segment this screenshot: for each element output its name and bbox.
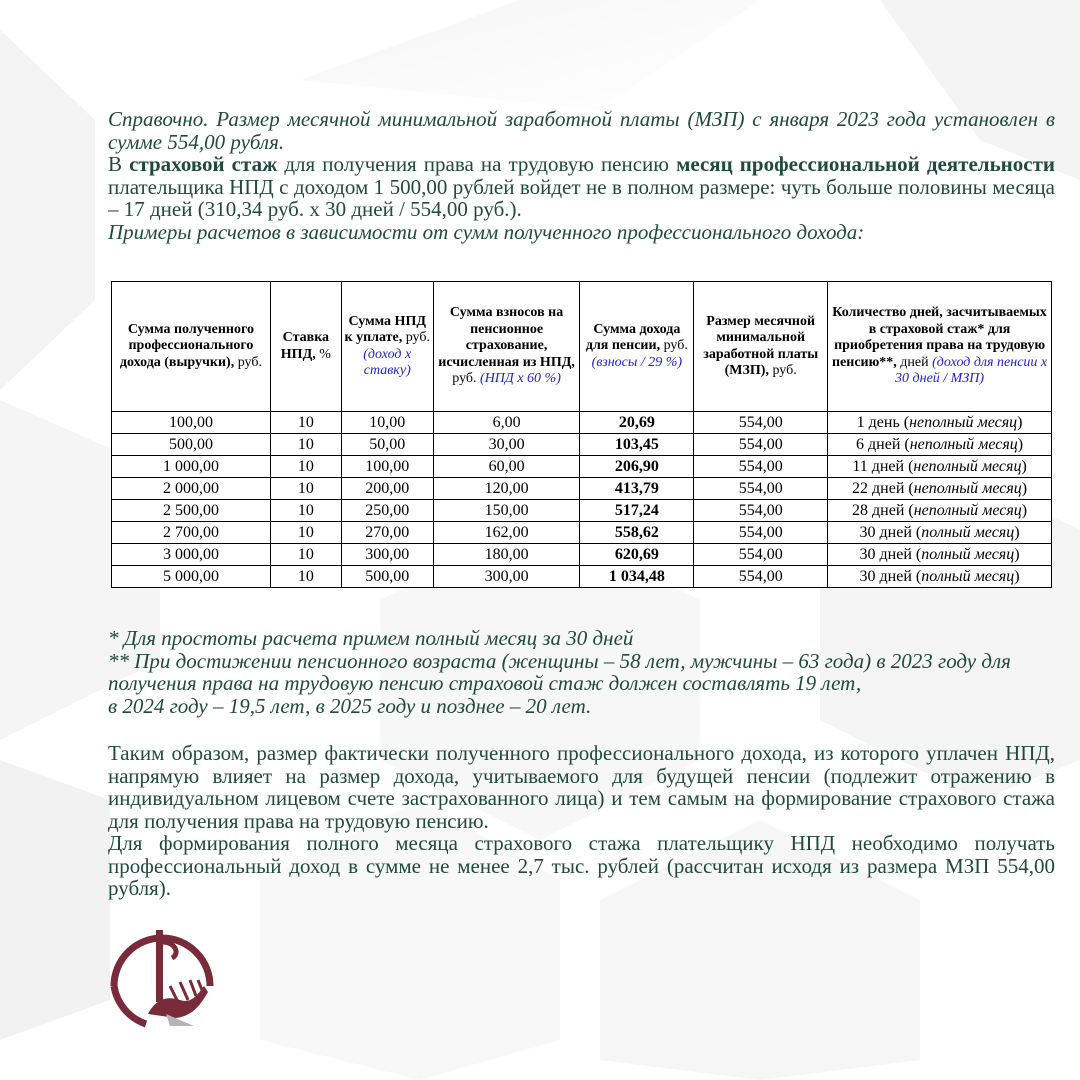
table-cell: 554,00 [694,434,828,456]
table-header-cell [580,282,694,412]
header-formula-label: (НПД х 60 %) [480,371,561,387]
header-bold-label: Сумма взносов на пенсионное страхование, исчисленная из НПД, [438,305,575,370]
header-unit-label: руб. [452,371,481,387]
table-cell-days: 6 дней (неполный месяц) [828,434,1052,456]
intro-text-part: плательщика НПД с доходом 1 500,00 рублей войдет не в полном размере: чуть больше половины месяца – 17 дней (310,34 руб. х 30 дней / 554,00 руб.). [108,174,1055,221]
days-count: 22 дней [852,480,905,497]
table-cell-days: 30 дней (полный месяц) [828,544,1052,566]
header-unit-label: руб. [660,338,688,354]
footnote-full-month: * Для простоты расчета примем полный месяц за 30 дней [108,626,634,650]
pension-fund-emblem-icon [106,928,218,1028]
summary-paragraph-1: Таким образом, размер фактически полученного профессионального дохода, из которого уплачен НПД, напрямую влияет на размер дохода, учитываемого для будущей пенсии (подлежит отражению в индивидуальном лицевом счете застрахованного лица) и тем самым на формирование страхового стажа для получения права на трудовую пенсию. [108,741,1055,833]
header-formula-label: (взносы / 29 %) [591,354,683,370]
table-cell: 270,00 [341,522,433,544]
table-cell: 3 000,00 [112,544,271,566]
footnote-retirement-age: ** При достижении пенсионного возраста (женщины – 58 лет, мужчины – 63 года) в 2023 году для получения права на трудовую пенсию страховой стаж должен составлять 19 лет, [108,648,1011,695]
table-cell: 554,00 [694,412,828,434]
table-cell: 554,00 [694,478,828,500]
table-cell: 554,00 [694,522,828,544]
table-cell-days: 11 дней (неполный месяц) [828,456,1052,478]
header-unit-label: руб. [402,330,430,345]
table-cell: 558,62 [580,522,694,544]
table-cell: 60,00 [433,456,580,478]
summary-section [108,742,1055,900]
table-row [112,566,1052,588]
table-cell: 2 500,00 [112,500,271,522]
table-row [112,478,1052,500]
month-status: неполный месяц [913,502,1022,519]
table-cell: 5 000,00 [112,566,271,588]
month-status: полный месяц [921,546,1015,563]
table-cell: 554,00 [694,566,828,588]
intro-examples-heading: Примеры расчетов в зависимости от сумм полученного профессионального дохода: [108,219,865,244]
table-cell: 162,00 [433,522,580,544]
intro-bold-insurance-term: страховой стаж [129,152,278,176]
table-cell: 10 [270,412,341,434]
table-cell: 300,00 [341,544,433,566]
table-cell: 500,00 [341,566,433,588]
days-count: 30 дней [859,546,912,563]
table-cell: 10 [270,544,341,566]
table-header-cell [112,282,271,412]
table-header-cell [341,282,433,412]
header-unit-label: % [315,346,331,362]
table-cell: 180,00 [433,544,580,566]
days-count: 6 дней [856,436,901,453]
table-row [112,456,1052,478]
footnotes-section [108,627,1055,717]
month-status: неполный месяц [913,458,1022,475]
header-bold-label: Сумма дохода для пенсии, [585,321,681,354]
header-bold-label: Количество дней, засчитываемых в страховой стаж* для приобретения права на трудовую пенсию**, [831,305,1047,370]
table-cell: 30,00 [433,434,580,456]
table-cell: 2 700,00 [112,522,271,544]
table-cell: 6,00 [433,412,580,434]
intro-bold-activity-month: месяц профессиональной деятельности [676,152,1056,176]
header-formula-label: (доход х ставку) [363,346,412,378]
table-row [112,412,1052,434]
table-row [112,434,1052,456]
table-cell: 200,00 [341,478,433,500]
table-cell: 100,00 [341,456,433,478]
header-formula-label: (доход для пенсии х 30 дней / МЗП) [895,354,1048,387]
table-cell: 10 [270,478,341,500]
table-header-cell [433,282,580,412]
intro-main-paragraph [108,153,1055,221]
table-cell: 554,00 [694,500,828,522]
header-unit-label: руб. [768,363,797,378]
header-unit-label: дней [896,354,933,370]
table-cell: 10 [270,456,341,478]
table-cell: 103,45 [580,434,694,456]
table-cell: 300,00 [433,566,580,588]
table-row [112,500,1052,522]
table-cell-days: 22 дней (неполный месяц) [828,478,1052,500]
table-cell: 10,00 [341,412,433,434]
month-status: неполный месяц [909,436,1018,453]
table-body [112,412,1052,588]
table-cell: 517,24 [580,500,694,522]
table-cell-days: 30 дней (полный месяц) [828,566,1052,588]
table-header-cell [694,282,828,412]
header-bold-label: Сумма НПД к уплате, [344,313,426,345]
header-bold-label: Сумма полученного профессионального дохода (выручки), [119,321,254,370]
table-cell: 500,00 [112,434,271,456]
table-cell: 10 [270,522,341,544]
table-cell: 10 [270,566,341,588]
table-cell: 10 [270,434,341,456]
days-count: 30 дней [859,524,912,541]
table-cell-days: 1 день (неполный месяц) [828,412,1052,434]
table-cell: 2 000,00 [112,478,271,500]
table-cell: 1 000,00 [112,456,271,478]
table-cell: 1 034,48 [580,566,694,588]
table-cell: 206,90 [580,456,694,478]
month-status: полный месяц [921,568,1015,585]
table-row [112,522,1052,544]
table-cell-days: 30 дней (полный месяц) [828,522,1052,544]
days-count: 1 день [856,414,900,431]
days-count: 28 дней [852,502,905,519]
table-header-row [112,282,1052,412]
table-cell: 413,79 [580,478,694,500]
footnote-retirement-years: в 2024 году – 19,5 лет, в 2025 году и позднее – 20 лет. [108,693,592,718]
header-unit-label: руб. [234,354,262,370]
table-cell: 250,00 [341,500,433,522]
month-status: неполный месяц [909,414,1018,431]
table-cell-days: 28 дней (неполный месяц) [828,500,1052,522]
intro-section [108,108,1055,243]
table-cell: 554,00 [694,544,828,566]
month-status: неполный месяц [913,480,1022,497]
table-cell: 10 [270,500,341,522]
table-cell: 150,00 [433,500,580,522]
table-header-cell [270,282,341,412]
table-cell: 100,00 [112,412,271,434]
header-bold-label: Ставка НПД, [280,330,330,362]
table-cell: 620,69 [580,544,694,566]
table-cell: 20,69 [580,412,694,434]
header-bold-label: Размер месячной минимальной заработной платы (МЗП), [703,313,819,378]
table-row [112,544,1052,566]
intro-text-part: В [108,152,130,176]
table-cell: 554,00 [694,456,828,478]
month-status: полный месяц [921,524,1015,541]
table-cell: 50,00 [341,434,433,456]
summary-paragraph-2: Для формирования полного месяца страхового стажа плательщику НПД необходимо получать профессиональный доход в сумме не менее 2,7 тыс. рублей (рассчитан исходя из размера МЗП 554,00 рубля). [108,831,1055,900]
intro-text-part: для получения права на трудовую пенсию [277,152,677,176]
days-count: 30 дней [859,568,912,585]
intro-reference-paragraph: Справочно. Размер месячной минимальной заработной платы (МЗП) с января 2023 года установлен в сумме 554,00 рубля. [108,107,1055,154]
calculation-table [111,281,1052,588]
days-count: 11 дней [852,458,905,475]
table-header-cell [828,282,1052,412]
table-cell: 120,00 [433,478,580,500]
